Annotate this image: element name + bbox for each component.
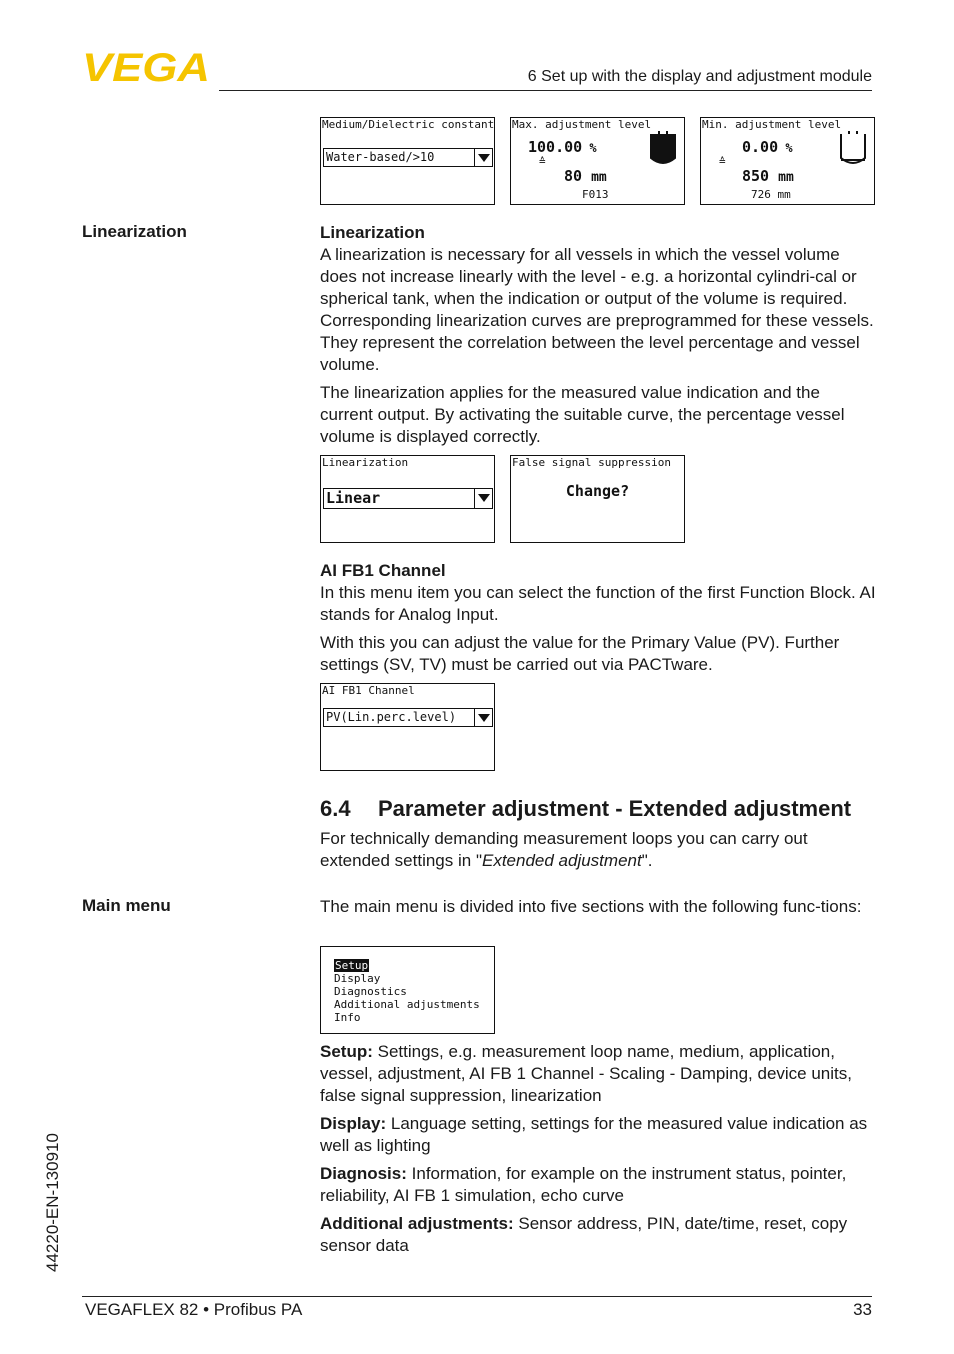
linearization-section bbox=[320, 222, 876, 454]
dropdown-arrow-icon[interactable] bbox=[474, 708, 493, 727]
paragraph: The linearization applies for the measured value indication and the current output. By activating the suitable curve, the percentage vessel volume is displayed correctly. bbox=[320, 383, 845, 446]
section-number: 6.4 bbox=[320, 796, 351, 821]
section-intro bbox=[320, 828, 876, 878]
max-code: F013 bbox=[582, 188, 609, 201]
ai-fb1-select[interactable] bbox=[323, 708, 493, 727]
min-distance-value: 850 mm bbox=[742, 167, 794, 185]
min-percent-value: 0.00 % bbox=[742, 138, 793, 156]
svg-text:VEGA: VEGA bbox=[82, 50, 210, 84]
linearization-select[interactable] bbox=[323, 488, 493, 509]
screen-title: False signal suppression bbox=[512, 456, 671, 469]
screen-title: Linearization bbox=[322, 456, 409, 469]
menu-item-additional-adjustments[interactable]: Additional adjustments bbox=[334, 998, 480, 1011]
footer-product: VEGAFLEX 82 • Profibus PA bbox=[85, 1300, 303, 1319]
screen-title: Medium/Dielectric constant bbox=[322, 118, 495, 131]
paragraph: In this menu item you can select the function of the first Function Block. AI stands for Analog Input. bbox=[320, 583, 876, 624]
menu-item-diagnostics[interactable]: Diagnostics bbox=[334, 985, 407, 998]
chapter-header: 6 Set up with the display and adjustment module bbox=[527, 68, 872, 85]
paragraph: With this you can adjust the value for the Primary Value (PV). Further settings (SV, TV) must be carried out via PACTware. bbox=[320, 633, 840, 674]
side-label-main-menu: Main menu bbox=[82, 896, 171, 915]
dropdown-arrow-icon[interactable] bbox=[474, 148, 493, 167]
screen-title: AI FB1 Channel bbox=[322, 684, 415, 697]
section-heading bbox=[320, 796, 851, 822]
full-tank-icon bbox=[648, 130, 678, 168]
paragraph-title: AI FB1 Channel bbox=[320, 561, 446, 580]
medium-selected-value: Water-based/>10 bbox=[326, 150, 435, 164]
paragraph-title: Linearization bbox=[320, 223, 425, 242]
max-percent-value: 100.00 % bbox=[528, 138, 597, 156]
screen-ai-fb1 bbox=[320, 683, 495, 771]
min-sub-value: 726 mm bbox=[751, 188, 791, 201]
menu-item-info[interactable]: Info bbox=[334, 1011, 361, 1024]
header-divider bbox=[219, 90, 872, 91]
screen-false-signal bbox=[510, 455, 685, 543]
empty-tank-icon bbox=[838, 130, 868, 168]
menu-entry-additional: Additional adjustments: Sensor address, PIN, date/time, reset, copy sensor data bbox=[320, 1214, 848, 1255]
menu-entry-setup: Setup: Settings, e.g. measurement loop name, medium, application, vessel, adjustment, AI FB 1 Channel - Scaling - Damping, device units, false signal suppression, linearization bbox=[320, 1042, 852, 1105]
vega-logo bbox=[82, 50, 212, 84]
corresponds-symbol: ≙ bbox=[719, 155, 726, 168]
medium-select[interactable] bbox=[323, 148, 493, 167]
screen-max-adjustment bbox=[510, 117, 685, 205]
screen-title: Max. adjustment level bbox=[512, 118, 652, 131]
side-label-linearization: Linearization bbox=[82, 222, 187, 241]
menu-item-display[interactable]: Display bbox=[334, 972, 381, 985]
change-prompt[interactable]: Change? bbox=[565, 482, 630, 500]
paragraph: For technically demanding measurement loops you can carry out extended settings in "Extended adjustment". bbox=[320, 829, 808, 870]
screen-medium bbox=[320, 117, 495, 205]
ai-fb1-selected-value: PV(Lin.perc.level) bbox=[326, 710, 457, 724]
section-title: Parameter adjustment - Extended adjustment bbox=[378, 796, 852, 821]
screen-title: Min. adjustment level bbox=[702, 118, 842, 131]
main-menu-list bbox=[334, 959, 480, 1024]
footer-divider bbox=[82, 1296, 872, 1297]
corresponds-symbol: ≙ bbox=[539, 155, 546, 168]
main-menu-intro bbox=[320, 896, 876, 924]
page-number: 33 bbox=[853, 1300, 872, 1319]
linearization-selected-value: Linear bbox=[326, 489, 381, 507]
screen-main-menu bbox=[320, 946, 495, 1034]
document-code: 44220-EN-130910 bbox=[43, 1133, 62, 1272]
emphasis: Extended adjustment bbox=[481, 851, 642, 870]
main-menu-entries bbox=[320, 1041, 876, 1263]
dropdown-arrow-icon[interactable] bbox=[474, 488, 493, 509]
paragraph: A linearization is necessary for all vessels in which the vessel volume does not increase linearly with the level - e.g. a horizontal cylindri-cal or spherical tank, when the indication or output of the volume is required. Corresponding linearization curves are preprogrammed for these vessels. They represent the correlation between the level percentage and vessel volume. bbox=[320, 245, 874, 374]
max-distance-value: 80 mm bbox=[564, 167, 607, 185]
menu-item-setup[interactable]: Setup bbox=[335, 959, 369, 972]
screen-min-adjustment bbox=[700, 117, 875, 205]
screen-linearization bbox=[320, 455, 495, 543]
menu-entry-diagnosis: Diagnosis: Information, for example on the instrument status, pointer, reliability, AI FB 1 simulation, echo curve bbox=[320, 1164, 847, 1205]
ai-fb1-section bbox=[320, 560, 876, 682]
menu-entry-display: Display: Language setting, settings for the measured value indication as well as lighting bbox=[320, 1114, 868, 1155]
paragraph: The main menu is divided into five sections with the following func-tions: bbox=[320, 897, 862, 916]
